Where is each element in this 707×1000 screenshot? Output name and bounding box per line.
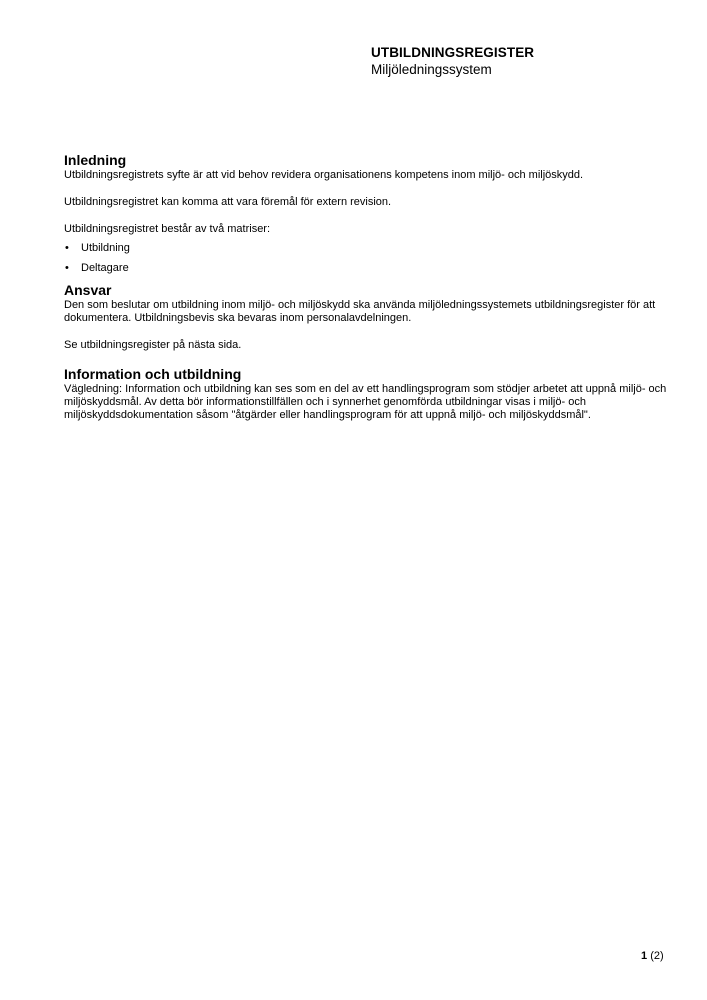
page-current: 1 [641, 950, 648, 962]
bullet-icon: • [65, 262, 69, 274]
bullet-icon: • [65, 242, 69, 254]
section-ansvar [64, 282, 674, 352]
paragraph: Se utbildningsregister på nästa sida. [64, 339, 242, 351]
section-heading: Information och utbildning [64, 366, 242, 382]
section-heading: Inledning [64, 152, 127, 168]
document-title: UTBILDNINGSREGISTER [371, 45, 535, 60]
bullet-list [64, 242, 674, 275]
list-item-label: Deltagare [81, 262, 129, 274]
paragraph: Utbildningsregistret består av två matriser: [64, 223, 271, 235]
paragraph: Utbildningsregistret kan komma att vara föremål för extern revision. [64, 196, 392, 208]
page-number [641, 950, 664, 962]
paragraph: Vägledning: Information och utbildning kan ses som en del av ett handlingsprogram som stödjer arbetet att uppnå miljö- och miljöskyddsmål. Av detta bör informationstillfällen och i synnerhet genomförda utbildningar visas i miljö- och miljöskyddsdokumentation såsom "åtgärder eller handlingsprogram för att uppnå miljö- och miljöskyddsmål". [64, 383, 667, 421]
paragraph: Den som beslutar om utbildning inom miljö- och miljöskydd ska använda miljöledningssystemets utbildningsregister för att dokumentera. Utbildningsbevis ska bevaras inom personalavdelningen. [64, 299, 656, 324]
document-subtitle: Miljöledningssystem [371, 62, 492, 77]
list-item [64, 262, 674, 275]
page-total: (2) [650, 950, 664, 962]
section-heading: Ansvar [64, 282, 112, 298]
document-body [64, 152, 674, 422]
document-header [371, 44, 534, 78]
paragraph: Utbildningsregistrets syfte är att vid behov revidera organisationens kompetens inom miljö- och miljöskydd. [64, 169, 584, 181]
list-item-label: Utbildning [81, 242, 130, 254]
section-information [64, 366, 674, 422]
list-item [64, 242, 674, 255]
section-inledning [64, 152, 674, 275]
